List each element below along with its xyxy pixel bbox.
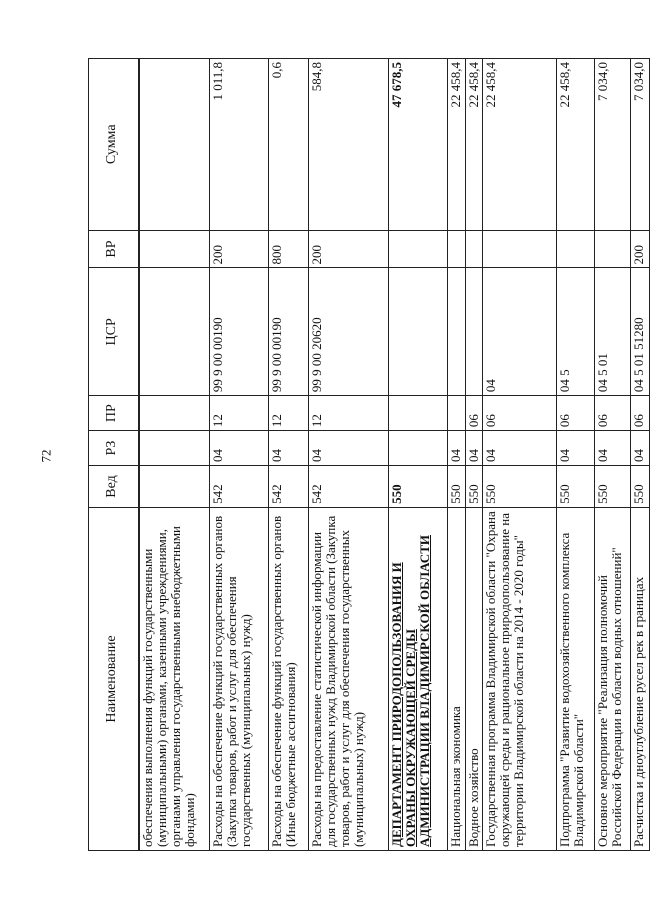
row-csr: 04 5 01 (595, 268, 630, 396)
row-sum: 7 034,0 (595, 59, 630, 231)
row-rz: 04 (448, 431, 465, 466)
row-name: Подпрограмма "Развитие водохозяйственного комплекса Владимирской области" (557, 532, 586, 847)
row-csr (448, 268, 465, 396)
row-ved (140, 466, 209, 508)
row-vr: 200 (309, 231, 388, 269)
row-csr: 04 5 (557, 268, 594, 396)
row-vr (448, 231, 465, 269)
table-row (594, 58, 630, 851)
row-csr: 04 5 01 51280 (631, 268, 649, 396)
row-csr: 99 9 00 00190 (269, 268, 308, 396)
table-row (139, 58, 209, 851)
table-row (209, 58, 268, 851)
row-ved: 550 (483, 466, 556, 508)
header-rz: РЗ (89, 431, 138, 466)
row-vr (483, 231, 556, 269)
table-row (268, 58, 308, 851)
row-vr (140, 231, 209, 269)
row-sum: 22 458,4 (557, 59, 594, 231)
row-pr (389, 396, 447, 431)
table-header-row (88, 58, 139, 851)
page-number: 72 (38, 449, 54, 463)
row-ved: 542 (210, 466, 268, 508)
row-name: Расходы на обеспечение функций государственных органов (Иные бюджетные ассигнования) (269, 515, 298, 847)
row-csr: 99 9 00 20620 (309, 268, 388, 396)
row-sum: 47 678,5 (389, 59, 447, 231)
row-csr: 04 (483, 268, 556, 396)
row-vr (595, 231, 630, 269)
row-ved: 550 (466, 466, 482, 508)
row-name: Государственная программа Владимирской области "Охрана окружающей среды и рациональное природопользование на территории Владимирской области на 2014 - 2020 годы" (483, 511, 526, 847)
row-vr: 200 (631, 231, 649, 269)
row-name: Основное мероприятие "Реализация полномочий Российской Федерации в области водных отношений" (595, 547, 624, 847)
row-rz: 04 (557, 431, 594, 466)
row-sum (140, 59, 209, 231)
header-ved: Вед (89, 466, 138, 508)
row-name: Национальная экономика (448, 706, 463, 847)
row-rz (140, 431, 209, 466)
row-sum: 0,6 (269, 59, 308, 231)
row-csr (140, 268, 209, 396)
row-ved: 550 (595, 466, 630, 508)
row-rz: 04 (269, 431, 308, 466)
row-sum: 22 458,4 (483, 59, 556, 231)
row-pr: 06 (483, 396, 556, 431)
row-vr (557, 231, 594, 269)
row-pr: 06 (631, 396, 649, 431)
row-name: Расходы на предоставление статистической информации для государственных нужд Владимирской области (Закупка товаров, работ и услуг для обеспечения государственных (муниципальных) нужд) (309, 515, 366, 847)
table-row (630, 58, 650, 851)
row-rz: 04 (466, 431, 482, 466)
row-pr: 12 (210, 396, 268, 431)
row-pr: 06 (557, 396, 594, 431)
row-sum: 22 458,4 (448, 59, 465, 231)
header-pr: ПР (89, 396, 138, 431)
row-sum: 584,8 (309, 59, 388, 231)
row-name: Водное хозяйство (466, 748, 481, 847)
table-row (308, 58, 388, 851)
table-row (482, 58, 556, 851)
table-row (556, 58, 594, 851)
row-rz: 04 (483, 431, 556, 466)
row-sum: 22 458,4 (466, 59, 482, 231)
row-vr: 200 (210, 231, 268, 269)
row-vr: 800 (269, 231, 308, 269)
row-csr: 99 9 00 00190 (210, 268, 268, 396)
row-name: ДЕПАРТАМЕНТ ПРИРОДОПОЛЬЗОВАНИЯ И ОХРАНЫ ОКРУЖАЮЩЕЙ СРЕДЫ АДМИНИСТРАЦИИ ВЛАДИМИРСКОЙ ОБЛАСТИ (389, 535, 432, 847)
row-ved: 550 (389, 466, 447, 508)
row-pr: 12 (309, 396, 388, 431)
row-sum: 7 034,0 (631, 59, 649, 231)
budget-table (88, 58, 646, 851)
row-rz: 04 (309, 431, 388, 466)
table-row (465, 58, 482, 851)
row-vr (389, 231, 447, 269)
row-csr (389, 268, 447, 396)
header-csr: ЦСР (89, 268, 138, 396)
row-rz: 04 (595, 431, 630, 466)
row-pr: 12 (269, 396, 308, 431)
row-name: обеспечения выполнения функций государственными (муниципальными) органами, казенными учреждениями, органами управления государственными внебюджетными фондами) (140, 525, 197, 847)
row-pr: 06 (595, 396, 630, 431)
row-pr (448, 396, 465, 431)
row-vr (466, 231, 482, 269)
row-ved: 550 (448, 466, 465, 508)
row-ved: 550 (557, 466, 594, 508)
row-csr (466, 268, 482, 396)
header-name: Наименование (104, 635, 119, 723)
row-ved: 542 (309, 466, 388, 508)
row-rz: 04 (631, 431, 649, 466)
row-ved: 550 (631, 466, 649, 508)
row-name: Расходы на обеспечение функций государственных органов (Закупка товаров, работ и услуг для обеспечения государственных (муниципальных) нужд) (210, 515, 253, 847)
row-pr (140, 396, 209, 431)
row-sum: 1 011,8 (210, 59, 268, 231)
row-rz (389, 431, 447, 466)
table-row (388, 58, 447, 851)
row-rz: 04 (210, 431, 268, 466)
table-row (447, 58, 465, 851)
row-ved: 542 (269, 466, 308, 508)
row-name: Расчистка и дноуглубление русел рек в границах (631, 576, 646, 847)
row-pr: 06 (466, 396, 482, 431)
header-sum: Сумма (89, 59, 138, 231)
header-vr: ВР (89, 231, 138, 269)
